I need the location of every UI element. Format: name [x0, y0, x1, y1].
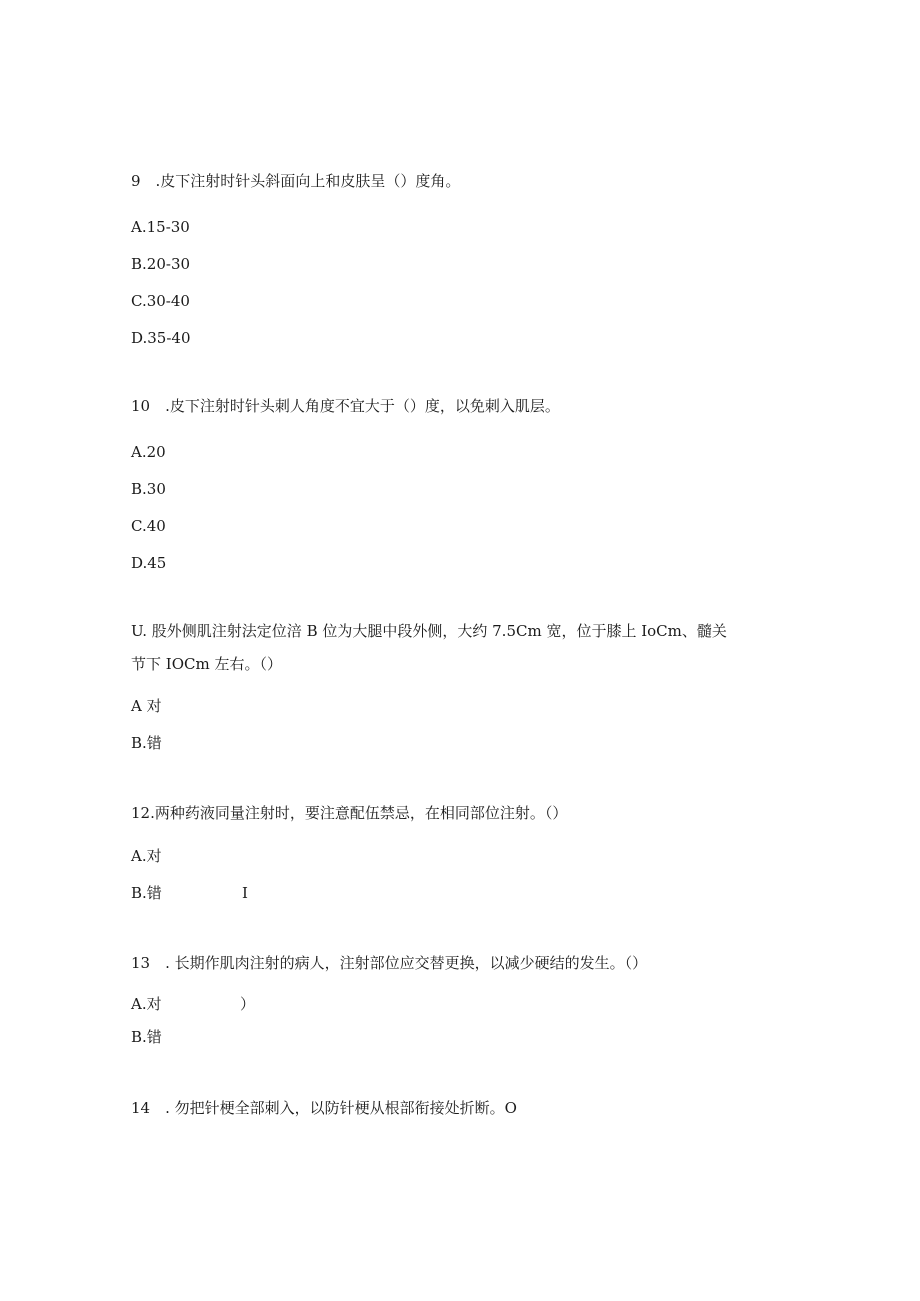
question-12-stem: 12.两种药液同量注射时，要注意配伍禁忌，在相同部位注射。（） [131, 804, 568, 822]
question-9-option-d: D.35-40 [131, 329, 191, 347]
question-9-option-b: B.20-30 [131, 255, 191, 273]
question-13-option-b: B.错 [131, 1028, 162, 1046]
question-13-stem: 13 . 长期作肌肉注射的病人，注射部位应交替更换，以减少硬结的发生。（） [131, 954, 648, 972]
question-10-option-d: D.45 [131, 554, 167, 572]
question-11-option-b: B.错 [131, 734, 162, 752]
question-12-stray-mark: I [242, 884, 248, 902]
question-13-option-a: A.对 [131, 995, 162, 1013]
question-14-stem: 14 . 勿把针梗全部刺入，以防针梗从根部衔接处折断。O [131, 1099, 517, 1117]
question-11-stem-line1: U. 股外侧肌注射法定位涪 B 位为大腿中段外侧，大约 7.5Cm 宽，位于膝上 IoCm、髓关 [131, 622, 727, 640]
question-12-option-b: B.错 [131, 884, 162, 902]
question-10-option-c: C.40 [131, 517, 166, 535]
question-13-stray-mark: ） [240, 995, 256, 1013]
question-12-option-a: A.对 [131, 847, 162, 865]
question-11-stem-line2: 节下 IOCm 左右。（） [131, 655, 282, 673]
question-10-option-b: B.30 [131, 480, 166, 498]
question-9-stem: 9 .皮下注射时针头斜面向上和皮肤呈（）度角。 [131, 172, 461, 190]
question-9-option-a: A.15-30 [131, 218, 190, 236]
question-11-option-a: A 对 [131, 697, 162, 715]
question-9-option-c: C.30-40 [131, 292, 190, 310]
question-10-stem: 10 .皮下注射时针头刺人角度不宜大于（）度，以免刺入肌层。 [131, 397, 560, 415]
question-10-option-a: A.20 [131, 443, 166, 461]
